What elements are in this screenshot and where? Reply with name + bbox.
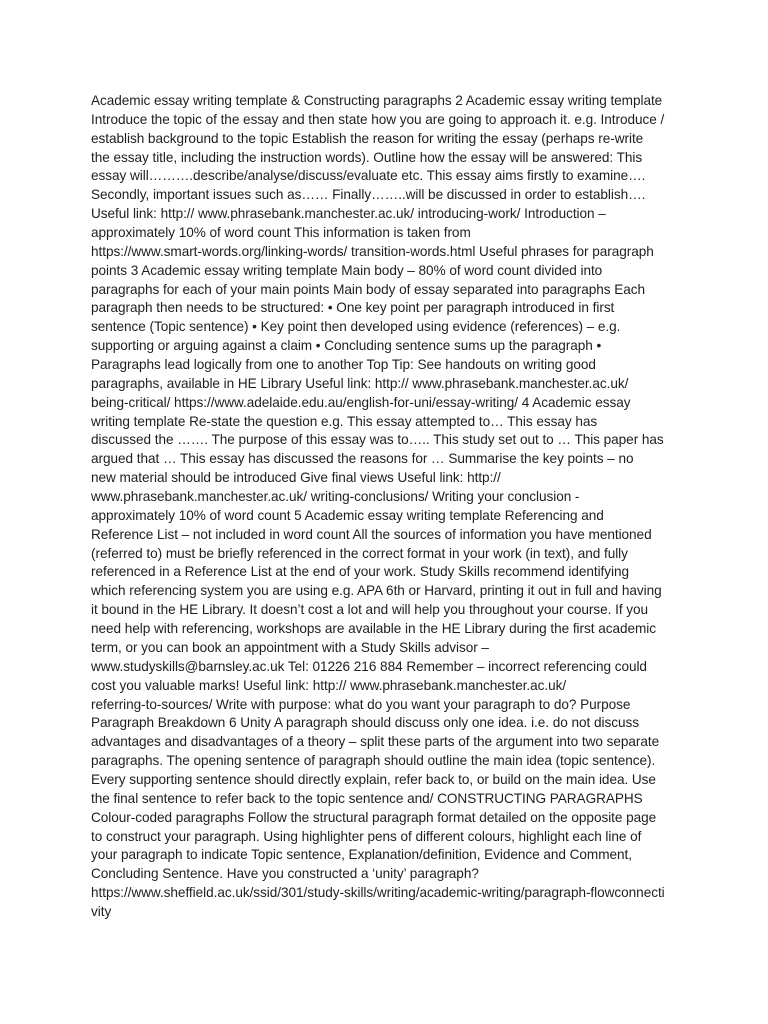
- text-line: (referred to) must be briefly referenced in the correct format in your work (in text), and fully: [91, 545, 628, 561]
- text-line: term, or you can book an appointment with a Study Skills advisor –: [91, 639, 489, 655]
- text-line: to construct your paragraph. Using highlighter pens of different colours, highlight each line of: [91, 828, 642, 844]
- text-line: vity: [91, 903, 112, 919]
- text-line: https://www.smart-words.org/linking-words/ transition-words.html Useful phrases for paragraph: [91, 243, 654, 259]
- text-line: the essay title, including the instruction words). Outline how the essay will be answered: This: [91, 149, 643, 165]
- text-line: Colour-coded paragraphs Follow the structural paragraph format detailed on the opposite page: [91, 809, 657, 825]
- text-line: approximately 10% of word count 5 Academic essay writing template Referencing and: [91, 507, 604, 523]
- text-line: your paragraph to indicate Topic sentence, Explanation/definition, Evidence and Comment,: [91, 847, 632, 863]
- text-line: Useful link: http:// www.phrasebank.manchester.ac.uk/ introducing-work/ Introduction –: [91, 206, 606, 222]
- text-line: Secondly, important issues such as…… Finally……..will be discussed in order to establish….: [91, 187, 646, 203]
- text-line: approximately 10% of word count This information is taken from: [91, 225, 471, 241]
- text-line: Paragraph Breakdown 6 Unity A paragraph should discuss only one idea. i.e. do not discuss: [91, 715, 639, 731]
- text-line: Every supporting sentence should directly explain, refer back to, or build on the main idea. Use: [91, 771, 656, 787]
- text-line: paragraphs. The opening sentence of paragraph should outline the main idea (topic sentence).: [91, 753, 656, 769]
- text-line: it bound in the HE Library. It doesn’t cost a lot and will help you throughout your course. If you: [91, 602, 649, 618]
- text-line: Concluding Sentence. Have you constructed a ‘unity’ paragraph?: [91, 866, 479, 882]
- text-line: https://www.sheffield.ac.uk/ssid/301/study-skills/writing/academic-writing/paragraph-flowconnecti: [91, 885, 665, 901]
- text-line: paragraphs, available in HE Library Useful link: http:// www.phrasebank.manchester.ac.uk/: [91, 375, 629, 391]
- text-line: points 3 Academic essay writing template Main body – 80% of word count divided into: [91, 262, 603, 278]
- text-line: establish background to the topic Establish the reason for writing the essay (perhaps re-write: [91, 130, 644, 146]
- text-line: www.studyskills@barnsley.ac.uk Tel: 01226 216 884 Remember – incorrect referencing could: [91, 658, 647, 674]
- text-line: Introduce the topic of the essay and then state how you are going to approach it. e.g. Introduce /: [91, 111, 665, 127]
- document-body-text: [91, 92, 681, 922]
- text-line: new material should be introduced Give final views Useful link: http://: [91, 470, 501, 486]
- text-line: cost you valuable marks! Useful link: http:// www.phrasebank.manchester.ac.uk/: [91, 677, 567, 693]
- text-line: www.phrasebank.manchester.ac.uk/ writing-conclusions/ Writing your conclusion -: [91, 489, 580, 505]
- text-line: need help with referencing, workshops are available in the HE Library during the first academic: [91, 621, 656, 637]
- text-line: paragraphs for each of your main points Main body of essay separated into paragraphs Each: [91, 281, 645, 297]
- text-line: referring-to-sources/ Write with purpose: what do you want your paragraph to do? Purpose: [91, 696, 631, 712]
- text-line: sentence (Topic sentence) • Key point then developed using evidence (references) – e.g.: [91, 319, 621, 335]
- text-line: Paragraphs lead logically from one to another Top Tip: See handouts on writing good: [91, 357, 596, 373]
- text-line: being-critical/ https://www.adelaide.edu.au/english-for-uni/essay-writing/ 4 Academic essay: [91, 394, 631, 410]
- text-line: advantages and disadvantages of a theory – split these parts of the argument into two separate: [91, 734, 660, 750]
- text-line: argued that … This essay has discussed the reasons for … Summarise the key points – no: [91, 451, 634, 467]
- text-line: supporting or arguing against a claim • Concluding sentence sums up the paragraph •: [91, 338, 602, 354]
- text-line: which referencing system you are using e.g. APA 6th or Harvard, printing it out in full and having: [91, 583, 662, 599]
- text-line: essay will……….describe/analyse/discuss/evaluate etc. This essay aims firstly to examine….: [91, 168, 646, 184]
- text-line: referenced in a Reference List at the end of your work. Study Skills recommend identifying: [91, 564, 630, 580]
- text-line: Academic essay writing template & Constructing paragraphs 2 Academic essay writing template: [91, 93, 663, 108]
- text-line: discussed the ……. The purpose of this essay was to….. This study set out to … This paper has: [91, 432, 664, 448]
- text-line: writing template Re-state the question e.g. This essay attempted to… This essay has: [91, 413, 598, 429]
- text-line: the final sentence to refer back to the topic sentence and/ CONSTRUCTING PARAGRAPHS: [91, 790, 643, 806]
- text-line: paragraph then needs to be structured: • One key point per paragraph introduced in first: [91, 300, 615, 316]
- text-line: Reference List – not included in word count All the sources of information you have mentioned: [91, 526, 652, 542]
